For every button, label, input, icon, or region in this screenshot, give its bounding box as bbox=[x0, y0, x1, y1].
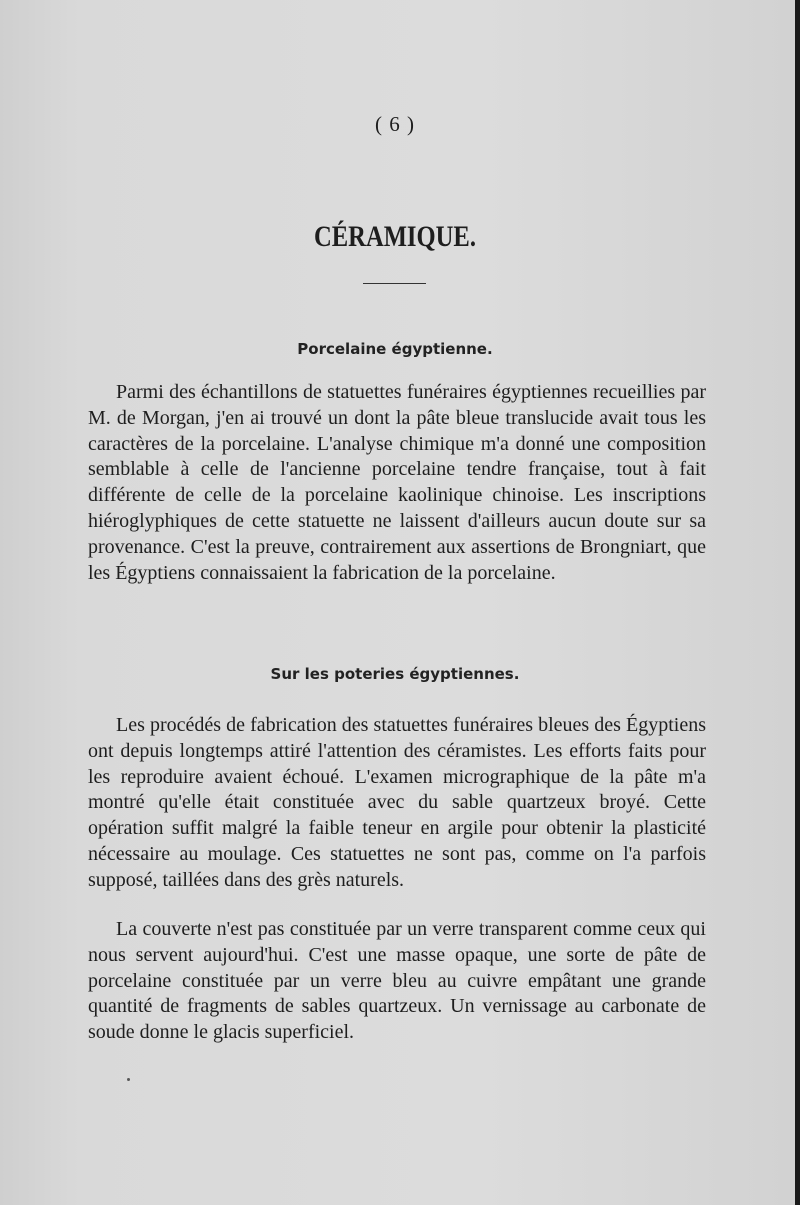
page-number: ( 6 ) bbox=[375, 112, 415, 136]
paragraph-poteries-2: La couverte n'est pas constituée par un verre transparent comme ceux qui nous servent aujourd'hui. C'est une masse opaque, une sorte de pâte de porcelaine constituée par un verre bleu au cuivre empâtant une grande quantité de fragments de sables quartzeux. Un vernissage au carbonate de soude donne le glacis superficiel. bbox=[88, 918, 706, 1044]
page-title: CÉRAMIQUE. bbox=[314, 220, 476, 253]
paper-speck bbox=[127, 1078, 130, 1081]
title-divider bbox=[363, 283, 426, 284]
section-heading-porcelaine: Porcelaine égyptienne. bbox=[297, 340, 493, 358]
section-heading-poteries: Sur les poteries égyptiennes. bbox=[270, 665, 520, 683]
paragraph-porcelaine: Parmi des échantillons de statuettes funéraires égyptiennes recueillies par M. de Morgan, j'en ai trouvé un dont la pâte bleue translucide avait tous les caractères de la porcelaine. L'analyse chimique m'a donné une composition semblable à celle de l'ancienne porcelaine tendre française, tout à fait différente de celle de la porcelaine kaolinique chinoise. Les inscriptions hiéroglyphiques de cette statuette ne laissent d'ailleurs aucun doute sur sa provenance. C'est la preuve, contrairement aux assertions de Brongniart, que les Égyptiens connaissaient la fabrication de la porcelaine. bbox=[88, 381, 706, 584]
paragraph-poteries-1: Les procédés de fabrication des statuettes funéraires bleues des Égyptiens ont depuis longtemps attiré l'attention des céramistes. Les efforts faits pour les reproduire avaient échoué. L'examen micrographique de la pâte m'a montré qu'elle était constituée avec du sable quartzeux broyé. Cette opération suffit malgré la faible teneur en argile pour obtenir la plasticité nécessaire au moulage. Ces statuettes ne sont pas, comme on l'a parfois supposé, taillées dans des grès naturels. bbox=[88, 714, 706, 891]
